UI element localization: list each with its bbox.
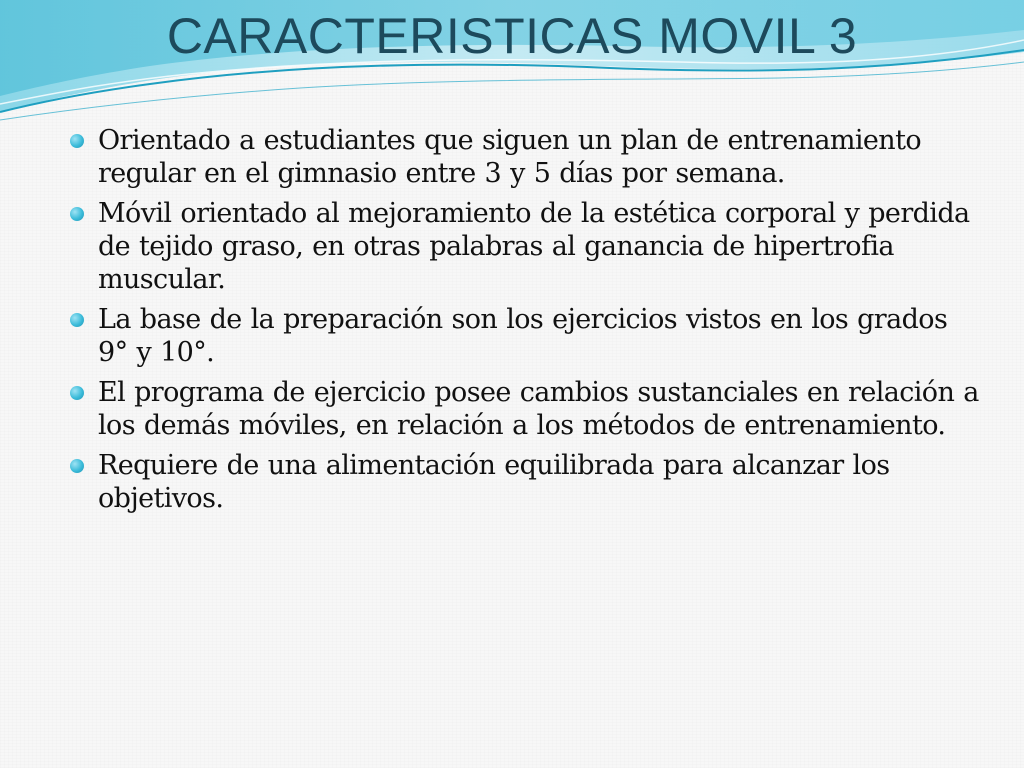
bullet-text: Requiere de una alimentación equilibrada para alcanzar los objetivos. <box>98 450 890 514</box>
list-item <box>62 449 982 515</box>
slide-title: CARACTERISTICAS MOVIL 3 <box>166 8 858 64</box>
bullet-dot-icon <box>70 459 84 473</box>
bullet-text: La base de la preparación son los ejercicios vistos en los grados 9° y 10°. <box>98 304 948 368</box>
bullet-list <box>62 124 982 522</box>
bullet-text: El programa de ejercicio posee cambios sustanciales en relación a los demás móviles, en relación a los métodos de entrenamiento. <box>98 377 979 441</box>
list-item <box>62 197 982 296</box>
list-item <box>62 303 982 369</box>
bullet-dot-icon <box>70 207 84 221</box>
list-item <box>62 376 982 442</box>
bullet-text: Orientado a estudiantes que siguen un plan de entrenamiento regular en el gimnasio entre 3 y 5 días por semana. <box>98 125 921 189</box>
bullet-dot-icon <box>70 313 84 327</box>
list-item <box>62 124 982 190</box>
bullet-dot-icon <box>70 134 84 148</box>
bullet-dot-icon <box>70 386 84 400</box>
bullet-text: Móvil orientado al mejoramiento de la estética corporal y perdida de tejido graso, en otras palabras al ganancia de hipertrofia muscular. <box>98 198 970 295</box>
